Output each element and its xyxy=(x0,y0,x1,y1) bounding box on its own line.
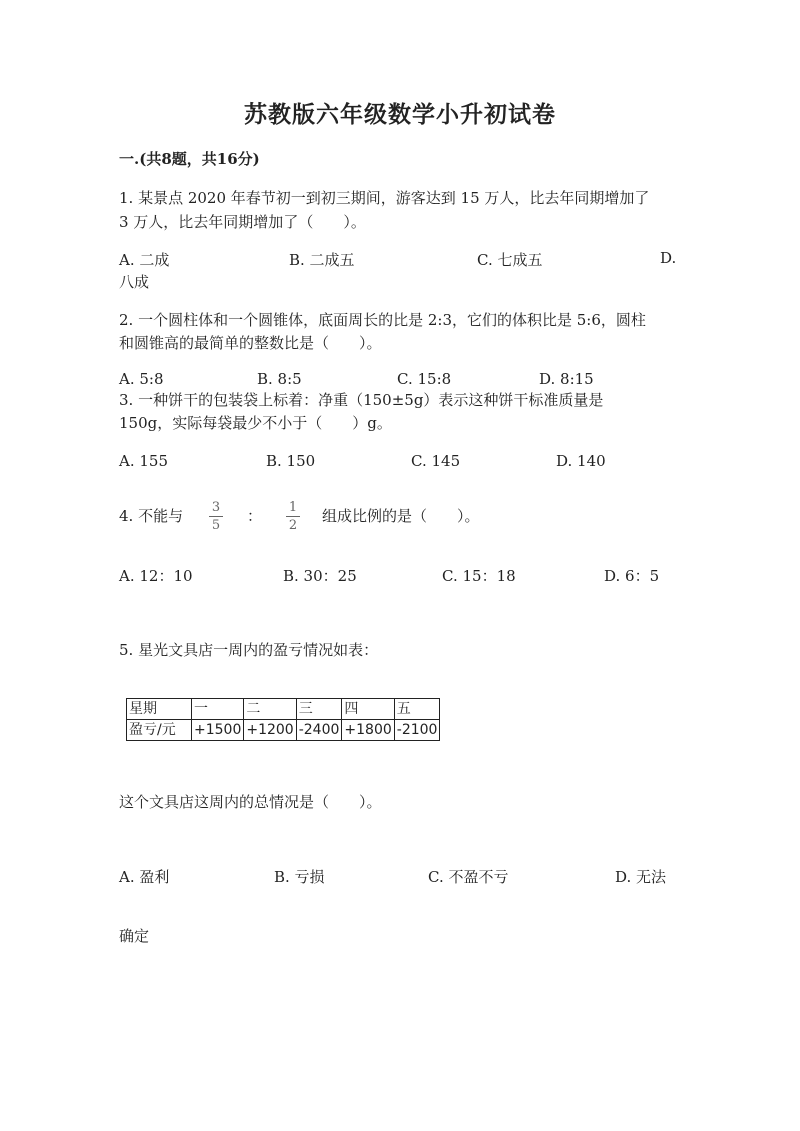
fraction-1-numerator: 3 xyxy=(211,500,221,515)
q2-option-a[interactable]: A. 5:8 xyxy=(119,370,164,388)
table-cell: 四 xyxy=(342,699,394,720)
q3-option-c[interactable]: C. 145 xyxy=(411,452,461,470)
q5-option-a[interactable]: A. 盈利 xyxy=(119,868,170,886)
fraction-one-half xyxy=(286,500,300,533)
q1-option-b[interactable]: B. 二成五 xyxy=(289,251,355,269)
question-2-line-1: 2. 一个圆柱体和一个圆锥体，底面周长的比是 2:3，它们的体积比是 5:6，圆柱 xyxy=(119,311,646,329)
q2-option-b[interactable]: B. 8:5 xyxy=(257,370,302,388)
q3-option-a[interactable]: A. 155 xyxy=(119,452,168,470)
q4-option-c[interactable]: C. 15：18 xyxy=(442,567,516,585)
table-cell: 五 xyxy=(394,699,440,720)
table-cell: +1800 xyxy=(342,720,394,741)
fraction-2-bar xyxy=(286,516,300,517)
q1-option-d[interactable]: D. xyxy=(660,249,677,267)
fraction-2-denominator: 2 xyxy=(288,518,298,533)
fraction-1-bar xyxy=(209,516,223,517)
q5-option-c[interactable]: C. 不盈不亏 xyxy=(428,868,509,886)
table-cell: 一 xyxy=(192,699,244,720)
fraction-three-fifths xyxy=(209,500,223,533)
page-title: 苏教版六年级数学小升初试卷 xyxy=(244,101,556,128)
table-cell: -2400 xyxy=(296,720,342,741)
q5-option-d[interactable]: D. 无法 xyxy=(615,868,667,886)
section-heading: 一.(共8题，共16分) xyxy=(119,150,260,168)
question-3-line-2: 150g，实际每袋最少不小于（ ）g。 xyxy=(119,414,392,432)
fraction-2-numerator: 1 xyxy=(288,500,298,515)
table-cell: +1500 xyxy=(192,720,244,741)
question-3-line-1: 3. 一种饼干的包装袋上标着：净重（150±5g）表示这种饼干标准质量是 xyxy=(119,391,604,409)
table-row xyxy=(127,720,440,741)
ratio-colon: ： xyxy=(247,507,263,525)
table-cell: 星期 xyxy=(127,699,192,720)
table-cell: 三 xyxy=(296,699,342,720)
q5-option-d-continuation: 确定 xyxy=(119,927,150,945)
q3-option-d[interactable]: D. 140 xyxy=(556,452,606,470)
q2-option-d[interactable]: D. 8:15 xyxy=(539,370,594,388)
profit-loss-table xyxy=(126,698,440,741)
q1-option-c[interactable]: C. 七成五 xyxy=(477,251,543,269)
question-4-suffix: 组成比例的是（ ）。 xyxy=(322,507,480,525)
q5-option-b[interactable]: B. 亏损 xyxy=(274,868,325,886)
q1-option-a[interactable]: A. 二成 xyxy=(119,251,170,269)
table-cell: 盈亏/元 xyxy=(127,720,192,741)
q4-option-d[interactable]: D. 6：5 xyxy=(604,567,660,585)
question-5-stem: 5. 星光文具店一周内的盈亏情况如表： xyxy=(119,641,379,659)
question-5-line-2: 这个文具店这周内的总情况是（ ）。 xyxy=(119,793,382,811)
q2-option-c[interactable]: C. 15:8 xyxy=(397,370,452,388)
question-1-line-2: 3 万人，比去年同期增加了（ ）。 xyxy=(119,213,366,231)
q4-option-a[interactable]: A. 12：10 xyxy=(119,567,193,585)
q3-option-b[interactable]: B. 150 xyxy=(266,452,316,470)
q4-option-b[interactable]: B. 30：25 xyxy=(283,567,357,585)
fraction-1-denominator: 5 xyxy=(211,518,221,533)
table-cell: 二 xyxy=(244,699,296,720)
question-2-line-2: 和圆锥高的最简单的整数比是（ ）。 xyxy=(119,334,382,352)
table-cell: +1200 xyxy=(244,720,296,741)
question-1-line-1: 1. 某景点 2020 年春节初一到初三期间，游客达到 15 万人，比去年同期增加了 xyxy=(119,189,650,207)
question-4-prefix: 4. 不能与 xyxy=(119,507,184,525)
table-cell: -2100 xyxy=(394,720,440,741)
q1-option-d-text: 八成 xyxy=(119,273,150,291)
table-header-row xyxy=(127,699,440,720)
